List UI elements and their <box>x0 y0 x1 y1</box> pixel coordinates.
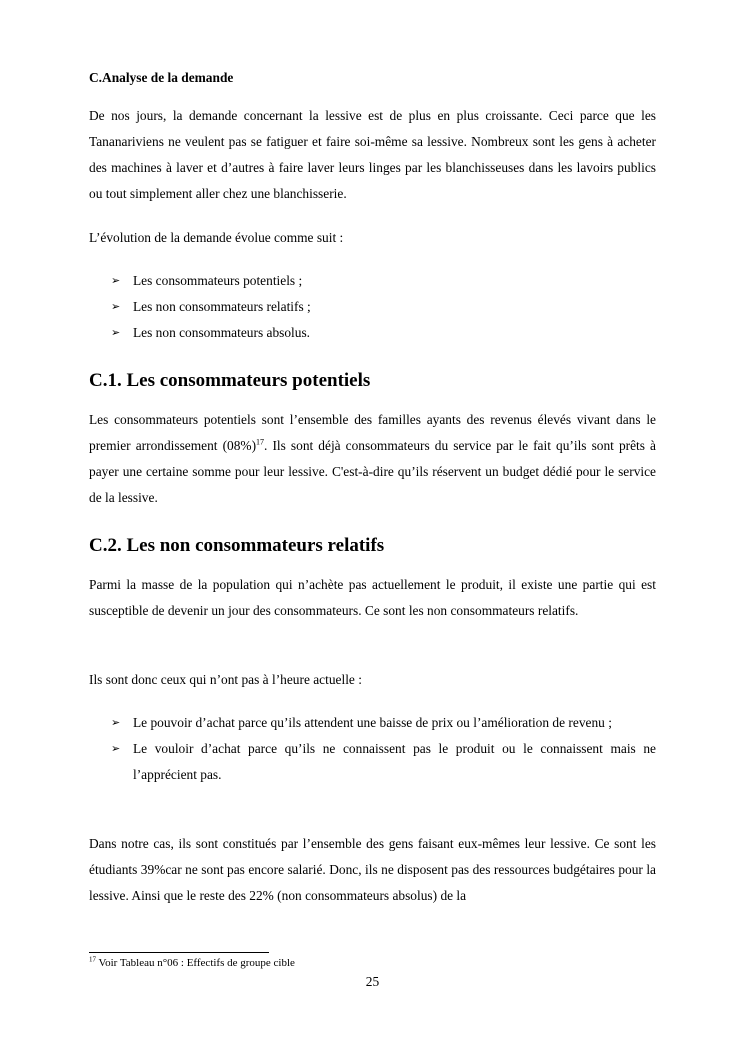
section-2-paragraph-3: Dans notre cas, ils sont constitués par l’ensemble des gens faisant eux-mêmes leur lessive. Ce sont les étudiants 39%car ne sont pas encore salarié. Donc, ils ne disposent pas des ressources budgétaires pour la lessive. Ainsi que le reste des 22% (non consommateurs absolus) de la <box>89 836 656 903</box>
footnote-divider <box>89 952 269 953</box>
section-1-title: C.1. Les consommateurs potentiels <box>89 370 371 391</box>
section-2-title: C.2. Les non consommateurs relatifs <box>89 535 385 556</box>
intro-paragraph <box>89 103 656 207</box>
purchase-reasons-list <box>89 710 656 788</box>
footnote <box>89 957 295 969</box>
footnote-text: Voir Tableau n°06 : Effectifs de groupe cible <box>96 957 295 969</box>
list-item: ➢ Le pouvoir d’achat parce qu’ils attendent une baisse de prix ou l’amélioration de revenu ; <box>89 710 656 736</box>
footnote-ref: 17 <box>256 437 265 447</box>
evolution-text: L’évolution de la demande évolue comme suit : <box>89 230 344 245</box>
arrow-bullet-icon: ➢ <box>111 716 121 729</box>
page-number: 25 <box>365 974 380 989</box>
arrow-bullet-icon: ➢ <box>111 300 121 313</box>
list-item: ➢ Le vouloir d’achat parce qu’ils ne connaissent pas le produit ou le connaissent mais ne l’apprécient pas. <box>89 736 656 788</box>
arrow-bullet-icon: ➢ <box>111 742 121 755</box>
section-1-paragraph: Les consommateurs potentiels sont l’ensemble des familles ayants des revenus élevés vivant dans le premier arrondissement $(08\%)^{17}$. Ils sont déjà consommateurs du service par le fait qu’ils sont prêts à payer une certaine somme pour leur lessive. C'est-à-dire qu’ils réservent un budget dédié pour le service de la lessive. <box>89 412 656 505</box>
consumer-types-list <box>89 268 656 346</box>
footnote-number: 17 <box>89 955 96 964</box>
section-2-paragraph-2: Ils sont donc ceux qui n’ont pas à l’heure actuelle : <box>89 672 362 687</box>
arrow-bullet-icon: ➢ <box>111 274 121 287</box>
list-item: ➢ Les non consommateurs relatifs ; <box>89 294 656 320</box>
section-heading: C.Analyse de la demande <box>89 70 234 85</box>
evolution-paragraph <box>89 225 656 251</box>
list-item: ➢ Les consommateurs potentiels ; <box>89 268 656 294</box>
section-2-paragraph-1: Parmi la masse de la population qui n’achète pas actuellement le produit, il existe une partie qui est susceptible de devenir un jour des consommateurs. Ce sont les non consommateurs relatifs. <box>89 577 656 618</box>
arrow-bullet-icon: ➢ <box>111 326 121 339</box>
intro-text: De nos jours, la demande concernant la lessive est de plus en plus croissante. Ceci parce que les Tananariviens ne veulent pas se fatiguer et faire soi-même sa lessive. Nombreux sont les gens à acheter des machines à laver et d’autres à faire laver leurs linges par les blanchisseuses dans les lavoirs publics ou tout simplement aller chez une blanchisserie. <box>89 108 656 201</box>
list-item: ➢ Les non consommateurs absolus. <box>89 320 656 346</box>
